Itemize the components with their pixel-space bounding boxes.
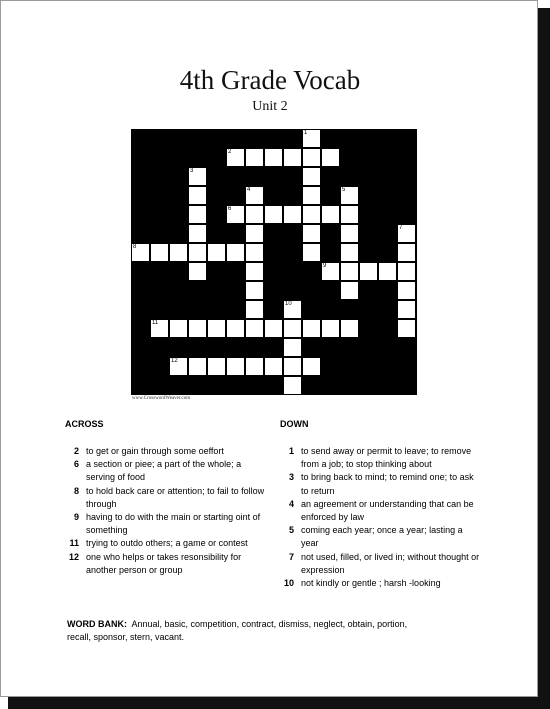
crossword-cell <box>265 358 282 375</box>
clue-text: an agreement or understanding that can be enforced by law <box>301 498 474 523</box>
crossword-cell <box>189 168 206 185</box>
crossword-cell <box>227 206 244 223</box>
crossword-cell <box>189 244 206 261</box>
crossword-cell <box>284 149 301 166</box>
crossword-cell <box>284 206 301 223</box>
crossword-cell <box>341 187 358 204</box>
cell-number: 7 <box>399 225 403 231</box>
crossword-cell <box>341 263 358 280</box>
cell-number: 12 <box>171 358 178 364</box>
clue-text: one who helps or takes resonsibility for another person or group <box>86 551 242 575</box>
crossword-cell <box>246 320 263 337</box>
clue-number: 11 <box>69 538 79 549</box>
clue-across-9 <box>65 511 265 537</box>
crossword-cell <box>151 244 168 261</box>
crossword-cell <box>398 282 415 299</box>
cell-number: 6 <box>228 206 232 212</box>
clue-down-7 <box>280 551 480 577</box>
crossword-cell <box>246 301 263 318</box>
cell-number: 11 <box>152 320 159 326</box>
crossword-cell <box>151 320 168 337</box>
crossword-cell <box>303 149 320 166</box>
down-heading: DOWN <box>280 419 309 429</box>
clue-number: 5 <box>288 525 294 536</box>
cell-number: 2 <box>228 149 232 155</box>
crossword-cell <box>284 358 301 375</box>
clue-text: not kindly or gentle ; harsh -looking <box>301 578 441 589</box>
clue-text: to get or gain through some oeffort <box>86 446 224 456</box>
crossword-cell <box>303 358 320 375</box>
crossword-cell <box>303 225 320 242</box>
crossword-cell <box>189 187 206 204</box>
crossword-cell <box>284 320 301 337</box>
crossword-cell <box>303 130 320 147</box>
crossword-cell <box>322 149 339 166</box>
clue-across-8 <box>65 485 265 511</box>
crossword-cell <box>398 225 415 242</box>
word-bank-text: Annual, basic, competition, contract, dismiss, neglect, obtain, portion, recall, sponsor, stern, vacant. <box>67 619 408 642</box>
across-clue-list <box>65 445 265 577</box>
crossword-cell <box>208 358 225 375</box>
crossword-cell <box>208 244 225 261</box>
page-subtitle: Unit 2 <box>252 99 288 114</box>
crossword-cell <box>284 377 301 394</box>
crossword-cell <box>189 320 206 337</box>
crossword-cell <box>322 320 339 337</box>
clue-text: trying to outdo others; a game or contest <box>86 538 248 549</box>
crossword-cell <box>227 320 244 337</box>
crossword-grid <box>131 129 417 395</box>
cell-number: 8 <box>133 244 137 250</box>
crossword-cell <box>341 244 358 261</box>
crossword-cell <box>303 168 320 185</box>
clue-text: to bring back to mind; to remind one; to ask to return <box>301 472 474 496</box>
crossword-cell <box>246 187 263 204</box>
crossword-cell <box>265 149 282 166</box>
clue-text: coming each year; once a year; lasting a year <box>301 525 463 549</box>
clue-number: 8 <box>73 485 79 496</box>
down-clue-list <box>280 445 480 590</box>
clue-number: 4 <box>288 498 294 509</box>
clue-text: not used, filled, or lived in; without thought or expression <box>301 551 480 575</box>
clue-down-1 <box>280 445 480 471</box>
clue-number: 7 <box>288 551 294 562</box>
crossword-cell <box>189 263 206 280</box>
crossword-cell <box>132 244 149 261</box>
page-shadow-right <box>538 8 550 709</box>
crossword-cell <box>379 263 396 280</box>
clue-down-10 <box>280 577 480 590</box>
crossword-cell <box>398 301 415 318</box>
crossword-cell <box>303 244 320 261</box>
crossword-cell <box>170 320 187 337</box>
crossword-cell <box>303 187 320 204</box>
clue-number: 2 <box>73 446 79 456</box>
crossword-cell <box>246 225 263 242</box>
across-heading: ACROSS <box>65 419 104 429</box>
crossword-cell <box>189 206 206 223</box>
clue-number: 6 <box>73 459 79 470</box>
crossword-cell <box>246 263 263 280</box>
clue-across-11 <box>65 537 265 550</box>
crossword-cell <box>265 206 282 223</box>
crossword-cell <box>322 263 339 280</box>
cell-number: 10 <box>285 301 292 307</box>
word-bank-label: WORD BANK: <box>67 619 127 629</box>
crossword-cell <box>170 244 187 261</box>
clue-across-2 <box>65 445 265 458</box>
clue-number: 3 <box>288 472 294 483</box>
clue-text: to hold back care or attention; to fail to follow through <box>86 485 265 509</box>
page-title: 4th Grade Vocab <box>179 65 361 95</box>
clue-down-5 <box>280 524 480 550</box>
credit-line: www.CrosswordWeaver.com <box>132 396 191 401</box>
cell-number: 4 <box>247 187 251 193</box>
crossword-cell <box>246 358 263 375</box>
crossword-cell <box>227 358 244 375</box>
crossword-cell <box>246 206 263 223</box>
cell-number: 3 <box>190 168 194 174</box>
clue-number: 10 <box>283 578 294 589</box>
crossword-cell <box>398 263 415 280</box>
crossword-cell <box>341 320 358 337</box>
clue-number: 1 <box>288 446 294 456</box>
word-bank <box>67 618 417 644</box>
clue-text: to send away or permit to leave; to remove from a job; to stop thinking about <box>301 446 472 470</box>
crossword-cell <box>246 244 263 261</box>
crossword-cell <box>322 206 339 223</box>
crossword-cell <box>189 358 206 375</box>
clue-number: 9 <box>73 512 79 523</box>
crossword-cell <box>189 225 206 242</box>
crossword-cell <box>227 149 244 166</box>
cell-number: 5 <box>342 187 346 193</box>
crossword-cell <box>246 282 263 299</box>
crossword-cell <box>303 320 320 337</box>
clue-down-4 <box>280 498 480 524</box>
crossword-cell <box>341 225 358 242</box>
clue-across-12 <box>65 551 265 577</box>
crossword-cell <box>398 320 415 337</box>
cell-number: 9 <box>323 263 327 269</box>
crossword-cell <box>341 206 358 223</box>
crossword-cell <box>341 282 358 299</box>
crossword-cell <box>398 244 415 261</box>
crossword-cell <box>170 358 187 375</box>
crossword-cell <box>284 339 301 356</box>
crossword-cell <box>284 301 301 318</box>
clue-text: a section or piee; a part of the whole; a serving of food <box>86 459 242 483</box>
crossword-cell <box>303 206 320 223</box>
clue-number: 12 <box>68 551 79 562</box>
cell-number: 1 <box>304 130 308 136</box>
clue-down-3 <box>280 471 480 497</box>
crossword-cell <box>265 320 282 337</box>
crossword-cell <box>246 149 263 166</box>
clue-across-6 <box>65 458 265 484</box>
clue-text: having to do with the main or starting oint of something <box>86 512 261 536</box>
crossword-cell <box>208 320 225 337</box>
page-shadow-bottom <box>8 697 550 709</box>
crossword-cell <box>227 244 244 261</box>
crossword-cell <box>360 263 377 280</box>
